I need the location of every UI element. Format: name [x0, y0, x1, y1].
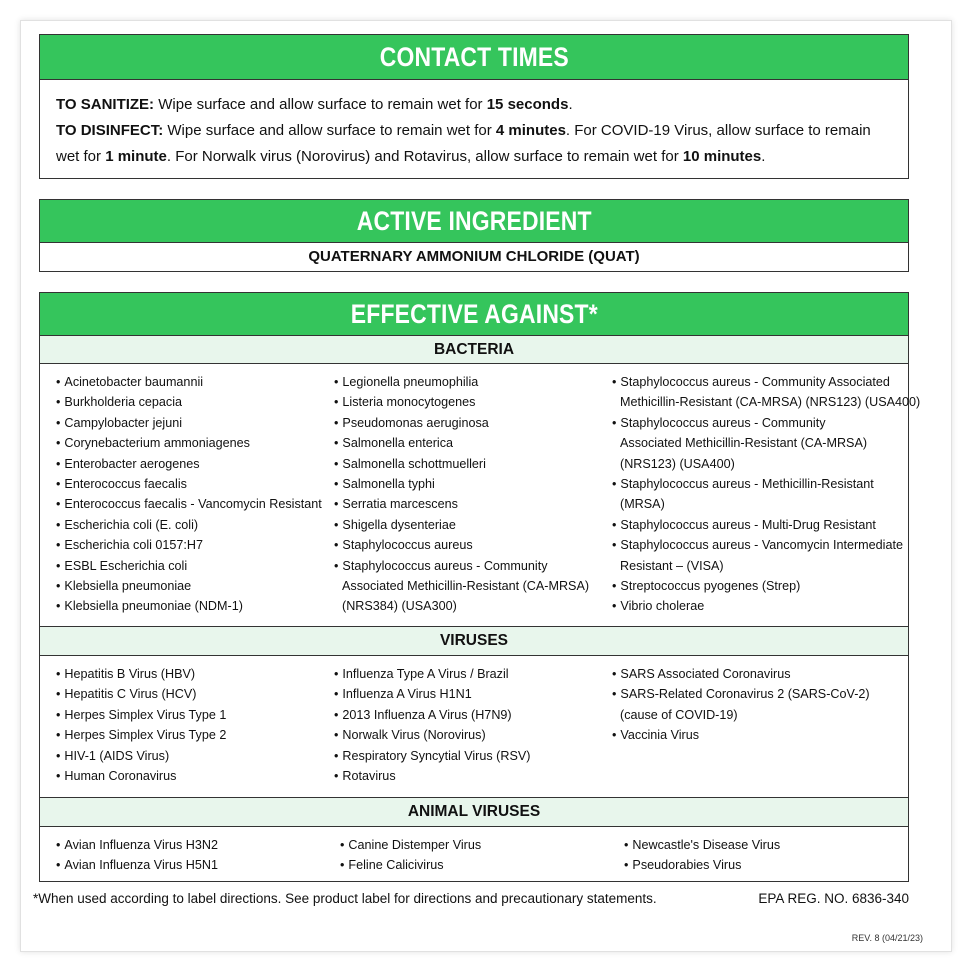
list-item: • Shigella dysenteriae: [334, 515, 612, 535]
list-item: • Herpes Simplex Virus Type 1: [56, 705, 334, 725]
list-item: • Human Coronavirus: [56, 766, 334, 786]
list-item: • Newcastle's Disease Virus: [624, 835, 902, 855]
list-item: • Serratia marcescens: [334, 494, 612, 514]
list-item: • Escherichia coli 0157:H7: [56, 535, 334, 555]
viruses-heading: VIRUSES: [40, 626, 908, 656]
list-item-continuation: Associated Methicillin-Resistant (CA-MRSA): [342, 579, 590, 594]
list-column: [56, 372, 334, 626]
list-column: [56, 664, 334, 797]
list-item: • ESBL Escherichia coli: [56, 556, 334, 576]
animal-viruses-list: [40, 827, 908, 881]
list-item-continuation: (NRS123) (USA400): [620, 456, 735, 471]
list-item: • Enterococcus faecalis: [56, 474, 334, 494]
active-ingredient-title: ACTIVE INGREDIENT: [356, 206, 592, 236]
list-item: • Salmonella typhi: [334, 474, 612, 494]
list-item: • 2013 Influenza A Virus (H7N9): [334, 705, 612, 725]
list-item: • SARS Associated Coronavirus: [612, 664, 902, 684]
effective-against-heading: [40, 293, 908, 336]
list-item: • HIV-1 (AIDS Virus): [56, 746, 334, 766]
list-item: • Listeria monocytogenes: [334, 392, 612, 412]
list-item: • Burkholderia cepacia: [56, 392, 334, 412]
contact-times-heading: [40, 35, 908, 80]
list-item: • Streptococcus pyogenes (Strep): [612, 576, 902, 596]
list-item: • Staphylococcus aureus - Community: [334, 556, 612, 576]
list-column: [56, 835, 340, 881]
list-item: • Respiratory Syncytial Virus (RSV): [334, 746, 612, 766]
list-column: [340, 835, 624, 881]
disinfect-line: TO DISINFECT: Wipe surface and allow surface to remain wet for 4 minutes. For COVID-19 Virus, allow surface to remain wet for 1 minute. For Norwalk virus (Norovirus) and Rotavirus, allow surface to remain wet for 10 minutes.: [56, 122, 871, 165]
list-item: • Staphylococcus aureus - Vancomycin Intermediate: [612, 535, 902, 555]
list-item: • Salmonella enterica: [334, 433, 612, 453]
list-item: • Staphylococcus aureus - Community Associated: [612, 372, 902, 392]
list-item: • Rotavirus: [334, 766, 612, 786]
animal-viruses-heading: ANIMAL VIRUSES: [40, 797, 908, 827]
list-item: • Influenza A Virus H1N1: [334, 684, 612, 704]
revision: REV. 8 (04/21/23): [851, 933, 923, 943]
list-item: • Klebsiella pneumoniae (NDM-1): [56, 596, 334, 616]
contact-times-text: [40, 80, 908, 170]
list-item-continuation: (NRS384) (USA300): [342, 599, 457, 614]
list-item: • SARS-Related Coronavirus 2 (SARS-CoV-2): [612, 684, 902, 704]
list-item: • Staphylococcus aureus: [334, 535, 612, 555]
list-item: • Hepatitis B Virus (HBV): [56, 664, 334, 684]
list-item: • Staphylococcus aureus - Community: [612, 413, 902, 433]
list-column: [612, 664, 902, 797]
list-item-continuation: Methicillin-Resistant (CA-MRSA) (NRS123) (USA400): [620, 395, 921, 410]
list-item: • Pseudorabies Virus: [624, 855, 902, 875]
list-item-continuation: Associated Methicillin-Resistant (CA-MRSA): [620, 436, 868, 451]
sanitize-line: TO SANITIZE: Wipe surface and allow surface to remain wet for 15 seconds.: [56, 96, 573, 113]
list-item: • Hepatitis C Virus (HCV): [56, 684, 334, 704]
list-item: • Staphylococcus aureus - Multi-Drug Resistant: [612, 515, 902, 535]
list-item: • Avian Influenza Virus H3N2: [56, 835, 340, 855]
list-item: • Campylobacter jejuni: [56, 413, 334, 433]
list-item: • Pseudomonas aeruginosa: [334, 413, 612, 433]
contact-times-box: [39, 34, 909, 179]
list-column: [334, 372, 612, 626]
list-column: [612, 372, 921, 626]
list-item: • Klebsiella pneumoniae: [56, 576, 334, 596]
list-item: • Vaccinia Virus: [612, 725, 902, 745]
bacteria-list: [40, 364, 921, 626]
list-item: • Influenza Type A Virus / Brazil: [334, 664, 612, 684]
list-item-continuation: (MRSA): [620, 497, 665, 512]
list-item: • Salmonella schottmuelleri: [334, 454, 612, 474]
list-item: • Canine Distemper Virus: [340, 835, 624, 855]
footnote: *When used according to label directions. See product label for directions and precautionary statements.: [33, 891, 657, 906]
epa-registration: EPA REG. NO. 6836-340: [758, 891, 909, 906]
list-item: • Legionella pneumophilia: [334, 372, 612, 392]
active-ingredient-heading: [40, 200, 908, 243]
list-item: • Staphylococcus aureus - Methicillin-Resistant: [612, 474, 902, 494]
list-item-continuation: Resistant – (VISA): [620, 558, 724, 573]
list-item: • Corynebacterium ammoniagenes: [56, 433, 334, 453]
contact-times-title: CONTACT TIMES: [379, 42, 569, 72]
list-item: • Avian Influenza Virus H5N1: [56, 855, 340, 875]
list-item: • Vibrio cholerae: [612, 596, 902, 616]
list-column: [334, 664, 612, 797]
bacteria-heading: BACTERIA: [40, 336, 908, 364]
list-item-continuation: (cause of COVID-19): [620, 707, 738, 722]
label-sheet: [20, 20, 952, 952]
list-item: • Herpes Simplex Virus Type 2: [56, 725, 334, 745]
list-item: • Acinetobacter baumannii: [56, 372, 334, 392]
viruses-list: [40, 656, 908, 797]
effective-against-box: [39, 292, 921, 882]
list-column: [624, 835, 902, 881]
list-item: • Enterobacter aerogenes: [56, 454, 334, 474]
active-ingredient-value: QUATERNARY AMMONIUM CHLORIDE (QUAT): [308, 248, 640, 265]
list-item: • Feline Calicivirus: [340, 855, 624, 875]
list-item: • Escherichia coli (E. coli): [56, 515, 334, 535]
list-item: • Norwalk Virus (Norovirus): [334, 725, 612, 745]
effective-against-title: EFFECTIVE AGAINST*: [350, 299, 598, 329]
list-item: • Enterococcus faecalis - Vancomycin Resistant: [56, 494, 334, 514]
active-ingredient-box: [39, 199, 909, 272]
